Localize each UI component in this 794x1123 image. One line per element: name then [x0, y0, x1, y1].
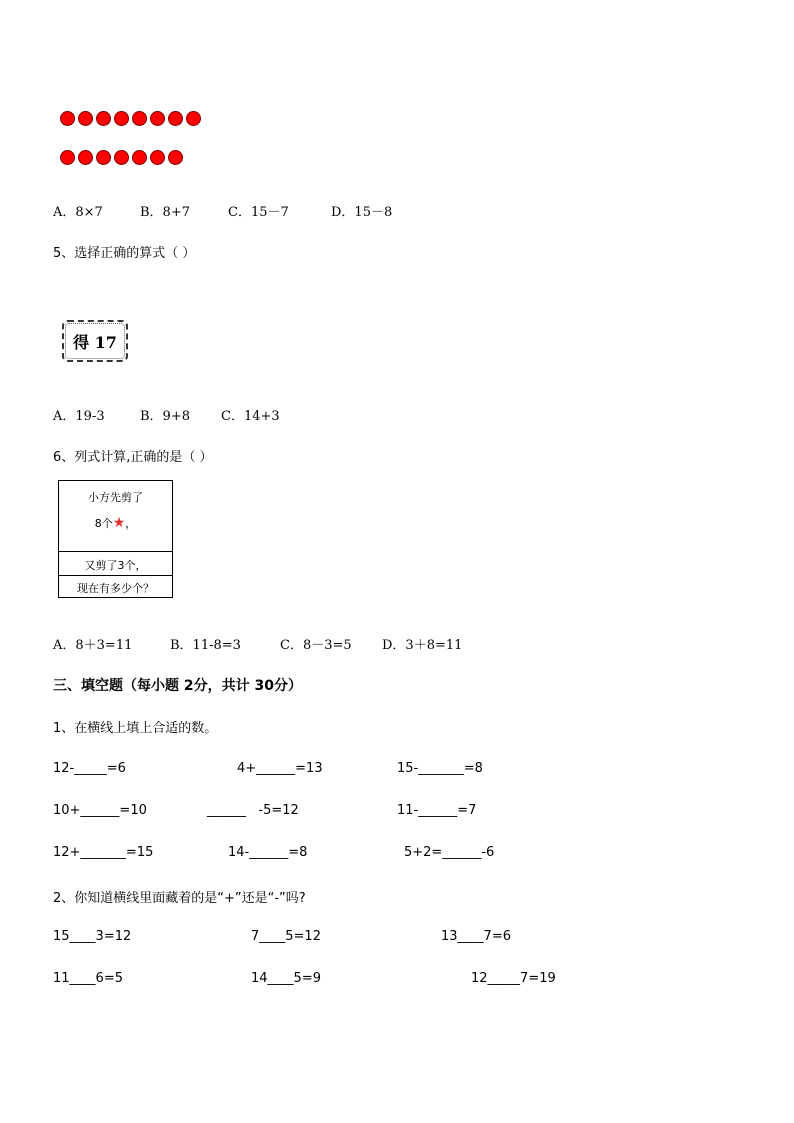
q5-option-a: A．19-3 [53, 409, 105, 424]
fill1-r3-c2: 14-______=8 [228, 845, 308, 860]
red-dots-row-2 [60, 150, 183, 165]
red-dot [114, 150, 129, 165]
red-dot [150, 150, 165, 165]
fill1-r1-c2: 4+______=13 [237, 761, 323, 776]
q6-prompt: 6、列式计算,正确的是（ ） [53, 450, 213, 465]
red-dot [60, 150, 75, 165]
fill2-r2-c3: 12_____7=19 [471, 971, 556, 986]
fill2-r2-c1: 11____6=5 [53, 971, 123, 986]
section-3-heading: 三、填空题（每小题 2分，共计 30分） [53, 678, 302, 694]
q4-option-b: B．8+7 [140, 205, 190, 220]
red-dot [132, 150, 147, 165]
red-dot [168, 150, 183, 165]
box-line-2 [59, 515, 172, 531]
q5-prompt: 5、选择正确的算式（ ） [53, 246, 196, 261]
q4-option-d: D．15－8 [331, 205, 393, 220]
red-dot [132, 111, 147, 126]
fill2-r1-c3: 13____7=6 [441, 929, 511, 944]
q4-option-a: A．8×7 [53, 205, 103, 220]
box-line-2-pre: 8个 [94, 517, 113, 530]
red-dot [114, 111, 129, 126]
red-dot [60, 111, 75, 126]
word-problem-box [58, 480, 173, 598]
fill1-r2-c3: 11-______=7 [397, 803, 477, 818]
fill2-r1-c1: 15____3=12 [53, 929, 132, 944]
fill2-prompt: 2、你知道横线里面藏着的是“+”还是“-”吗? [53, 891, 306, 906]
fill1-r1-c3: 15-_______=8 [397, 761, 483, 776]
red-dot [78, 150, 93, 165]
red-dot [186, 111, 201, 126]
q6-option-d: D．3＋8=11 [382, 638, 463, 653]
score-stamp [62, 320, 128, 362]
red-dot [150, 111, 165, 126]
red-dots-row-1 [60, 111, 201, 126]
q6-option-c: C．8－3=5 [280, 638, 352, 653]
q6-option-b: B．11-8=3 [170, 638, 241, 653]
q5-option-b: B．9+8 [140, 409, 190, 424]
red-dot [78, 111, 93, 126]
box-line-2-post: ， [125, 517, 137, 530]
star-icon: ★ [112, 515, 126, 531]
fill2-r2-c2: 14____5=9 [251, 971, 321, 986]
q4-option-c: C．15－7 [228, 205, 289, 220]
q6-option-a: A．8＋3=11 [53, 638, 133, 653]
fill1-prompt: 1、在横线上填上合适的数。 [53, 721, 218, 736]
fill1-r3-c3: 5+2=______-6 [404, 845, 495, 860]
box-divider-2 [59, 575, 172, 576]
fill1-r1-c1: 12-_____=6 [53, 761, 126, 776]
red-dot [96, 150, 111, 165]
box-line-4: 现在有多少个？ [77, 582, 154, 595]
fill1-r2-c1: 10+______=10 [53, 803, 147, 818]
fill1-r2-c2: ______ -5=12 [207, 803, 299, 818]
score-stamp-text: 得 17 [65, 323, 125, 359]
fill2-r1-c2: 7____5=12 [251, 929, 321, 944]
box-line-3: 又剪了3个， [84, 559, 147, 572]
q5-option-c: C．14+3 [221, 409, 280, 424]
fill1-r3-c1: 12+_______=15 [53, 845, 154, 860]
red-dot [168, 111, 183, 126]
box-line-1: 小方先剪了 [88, 491, 143, 504]
box-divider-1 [59, 551, 172, 552]
red-dot [96, 111, 111, 126]
